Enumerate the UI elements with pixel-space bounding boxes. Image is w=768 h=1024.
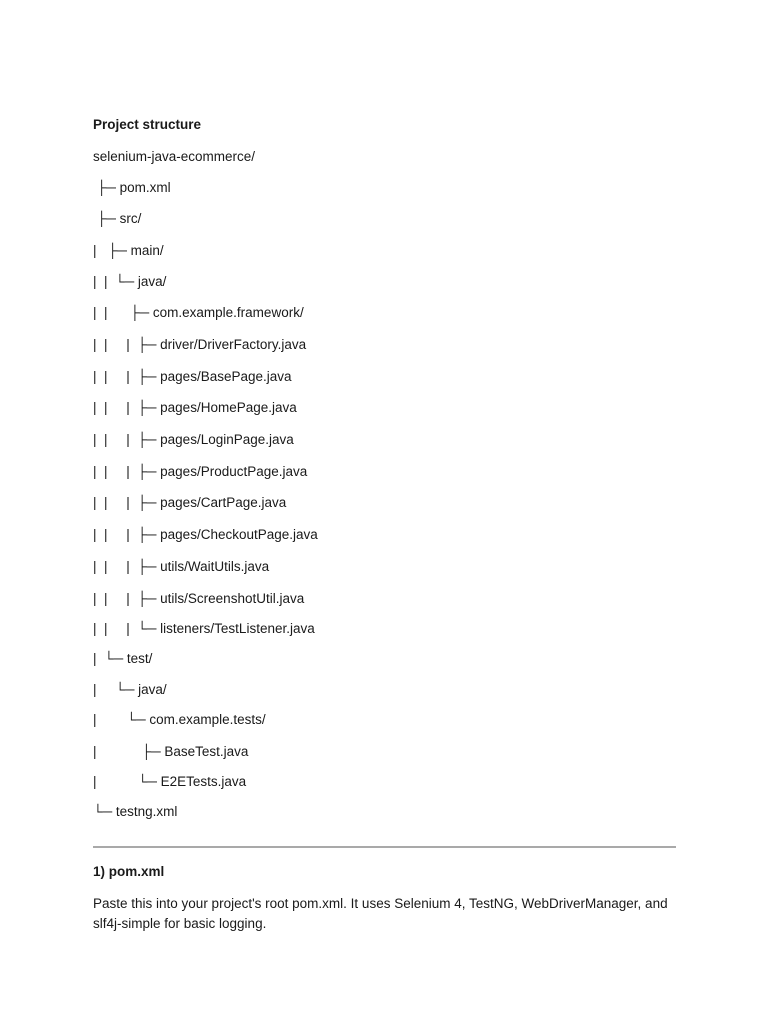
tree-line: | ├─ main/ — [93, 243, 164, 258]
tree-line: | | | ├─ pages/BasePage.java — [93, 369, 292, 384]
tree-line: ├─ src/ — [93, 211, 142, 226]
section-title: 1) pom.xml — [93, 864, 165, 879]
tree-line: ├─ pom.xml — [93, 180, 171, 195]
page-heading: Project structure — [93, 117, 202, 132]
horizontal-divider — [93, 846, 676, 848]
tree-line: | | | ├─ driver/DriverFactory.java — [93, 337, 307, 352]
tree-line: | | | ├─ pages/CheckoutPage.java — [93, 527, 318, 542]
section-paragraph: Paste this into your project's root pom.xml. It uses Selenium 4, TestNG, WebDriverManager, and slf4j-simple for basic logging. — [93, 896, 668, 931]
tree-line: | └─ test/ — [93, 651, 153, 666]
tree-line: | | | ├─ pages/HomePage.java — [93, 400, 297, 415]
tree-line: | └─ java/ — [93, 682, 167, 697]
tree-line: | | | ├─ utils/WaitUtils.java — [93, 559, 270, 574]
tree-line: | | └─ java/ — [93, 274, 167, 289]
tree-line: | | | ├─ pages/ProductPage.java — [93, 464, 308, 479]
tree-line: | | | ├─ utils/ScreenshotUtil.java — [93, 591, 305, 606]
tree-line: selenium-java-ecommerce/ — [93, 149, 256, 164]
tree-line: | | | ├─ pages/CartPage.java — [93, 495, 287, 510]
tree-line: └─ testng.xml — [93, 804, 178, 819]
tree-line: | | ├─ com.example.framework/ — [93, 305, 304, 320]
tree-line: | ├─ BaseTest.java — [93, 744, 249, 759]
tree-line: | | | └─ listeners/TestListener.java — [93, 621, 315, 636]
tree-line: | | | ├─ pages/LoginPage.java — [93, 432, 294, 447]
tree-line: | └─ com.example.tests/ — [93, 712, 266, 727]
tree-line: | └─ E2ETests.java — [93, 774, 247, 789]
